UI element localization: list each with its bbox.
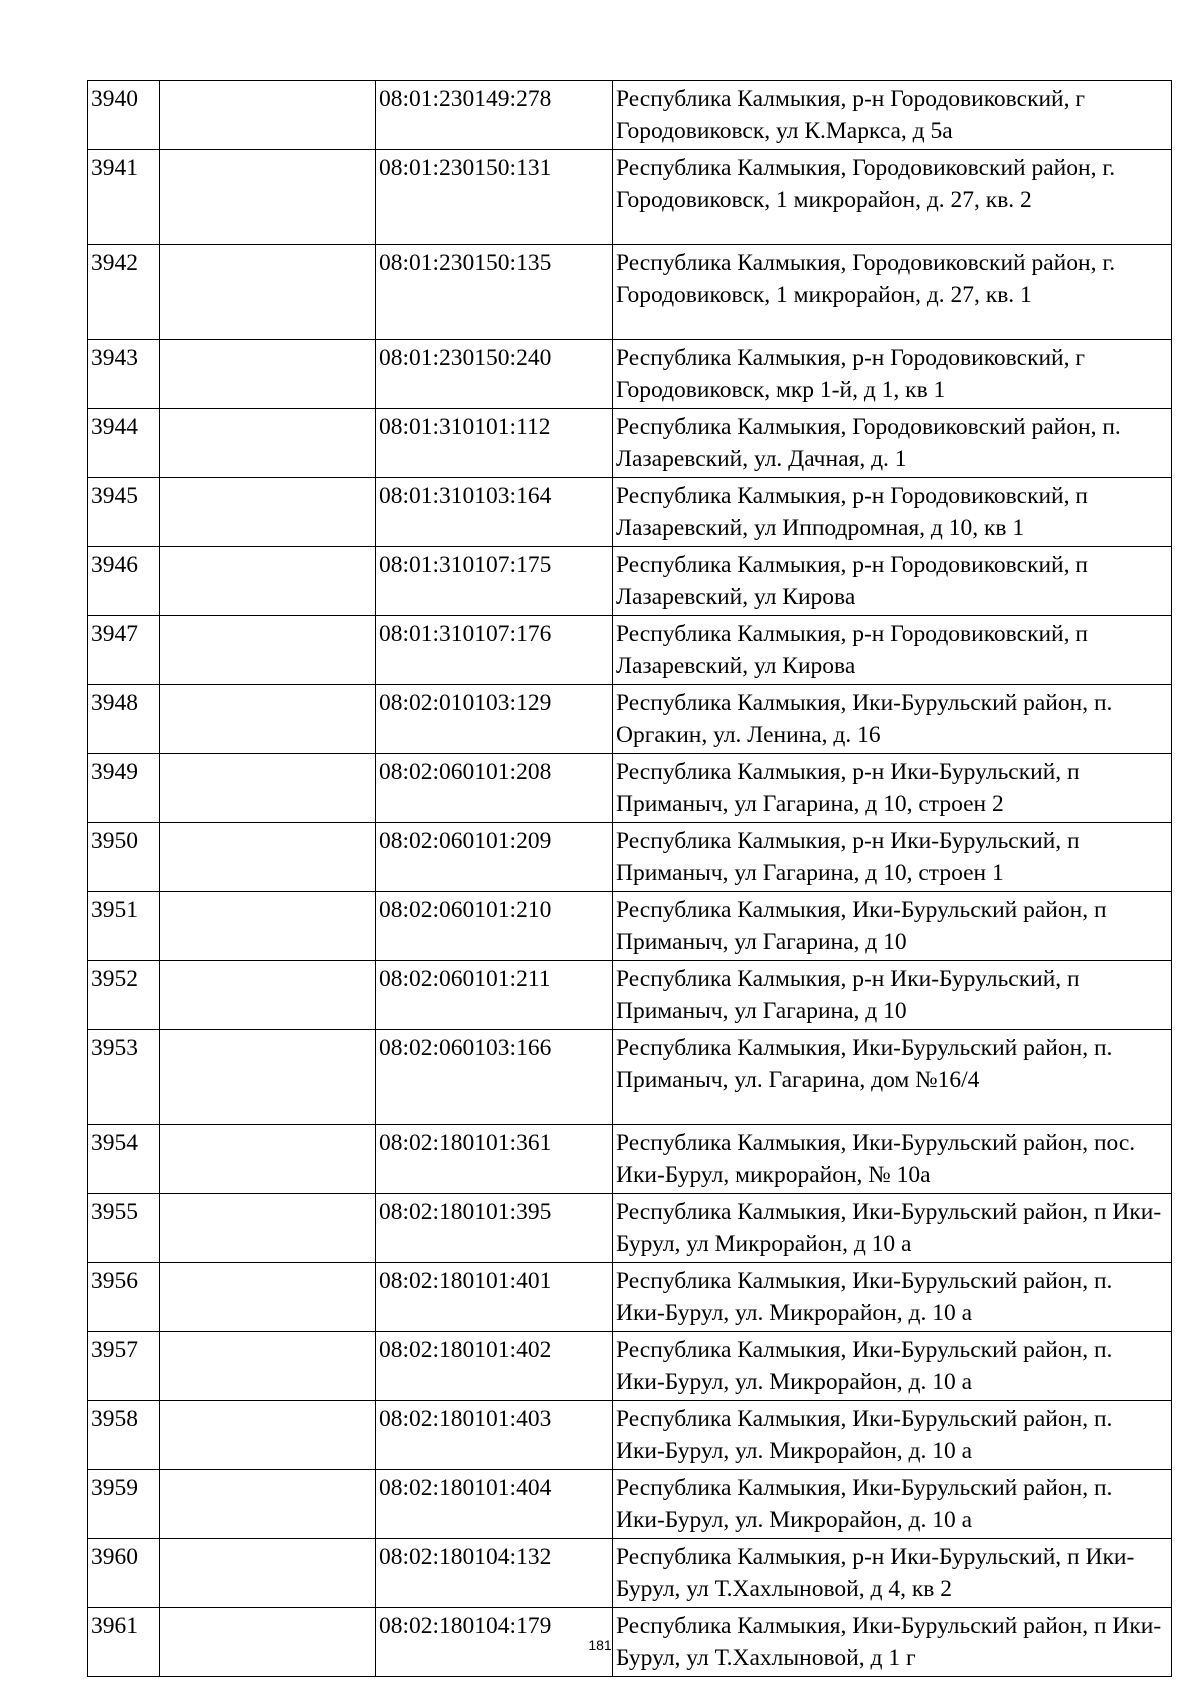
address-cell: Республика Калмыкия, р-н Городовиковский, п Лазаревский, ул Ипподромная, д 10, кв 1 <box>613 478 1172 547</box>
empty-cell <box>160 1470 376 1539</box>
cadastral-number-cell: 08:02:180101:403 <box>376 1401 613 1470</box>
empty-cell <box>160 409 376 478</box>
empty-cell <box>160 1194 376 1263</box>
row-number-cell: 3947 <box>88 616 160 685</box>
table-row <box>88 1194 1172 1263</box>
address-cell: Республика Калмыкия, Ики-Бурульский район, п. Ики-Бурул, ул. Микрорайон, д. 10 а <box>613 1263 1172 1332</box>
table-row <box>88 1332 1172 1401</box>
row-number-cell: 3948 <box>88 685 160 754</box>
empty-cell <box>160 685 376 754</box>
row-number-cell: 3960 <box>88 1539 160 1608</box>
table-row <box>88 547 1172 616</box>
cadastral-number-cell: 08:02:180104:132 <box>376 1539 613 1608</box>
registry-table <box>87 80 1172 1677</box>
table-row <box>88 685 1172 754</box>
row-number-cell: 3959 <box>88 1470 160 1539</box>
cadastral-number-cell: 08:01:230150:240 <box>376 340 613 409</box>
address-cell: Республика Калмыкия, Городовиковский район, г. Городовиковск, 1 микрорайон, д. 27, кв. 1 <box>613 245 1172 340</box>
address-cell: Республика Калмыкия, р-н Ики-Бурульский, п Ики-Бурул, ул Т.Хахлыновой, д 4, кв 2 <box>613 1539 1172 1608</box>
address-cell: Республика Калмыкия, Ики-Бурульский район, п. Оргакин, ул. Ленина, д. 16 <box>613 685 1172 754</box>
table-row <box>88 892 1172 961</box>
address-cell: Республика Калмыкия, Ики-Бурульский район, п Ики-Бурул, ул Микрорайон, д 10 а <box>613 1194 1172 1263</box>
row-number-cell: 3945 <box>88 478 160 547</box>
table-row <box>88 823 1172 892</box>
cadastral-number-cell: 08:02:180101:395 <box>376 1194 613 1263</box>
table-row <box>88 1470 1172 1539</box>
address-cell: Республика Калмыкия, Ики-Бурульский район, п Ики-Бурул, ул Т.Хахлыновой, д 1 г <box>613 1608 1172 1677</box>
address-cell: Республика Калмыкия, р-н Городовиковский, п Лазаревский, ул Кирова <box>613 547 1172 616</box>
address-cell: Республика Калмыкия, Городовиковский район, п. Лазаревский, ул. Дачная, д. 1 <box>613 409 1172 478</box>
table-row <box>88 1125 1172 1194</box>
row-number-cell: 3961 <box>88 1608 160 1677</box>
table-row <box>88 1401 1172 1470</box>
cadastral-number-cell: 08:01:310103:164 <box>376 478 613 547</box>
address-cell: Республика Калмыкия, р-н Ики-Бурульский, п Приманыч, ул Гагарина, д 10, строен 2 <box>613 754 1172 823</box>
address-cell: Республика Калмыкия, Ики-Бурульский район, п Приманыч, ул Гагарина, д 10 <box>613 892 1172 961</box>
table-row <box>88 81 1172 150</box>
empty-cell <box>160 1401 376 1470</box>
cadastral-number-cell: 08:02:180101:402 <box>376 1332 613 1401</box>
cadastral-number-cell: 08:02:060101:208 <box>376 754 613 823</box>
cadastral-number-cell: 08:01:230150:131 <box>376 150 613 245</box>
empty-cell <box>160 245 376 340</box>
row-number-cell: 3944 <box>88 409 160 478</box>
table-row <box>88 478 1172 547</box>
cadastral-number-cell: 08:01:310107:176 <box>376 616 613 685</box>
row-number-cell: 3950 <box>88 823 160 892</box>
cadastral-number-cell: 08:01:310101:112 <box>376 409 613 478</box>
cadastral-number-cell: 08:02:060103:166 <box>376 1030 613 1125</box>
table-row <box>88 961 1172 1030</box>
table-row <box>88 1539 1172 1608</box>
row-number-cell: 3940 <box>88 81 160 150</box>
empty-cell <box>160 340 376 409</box>
table-row <box>88 616 1172 685</box>
cadastral-number-cell: 08:01:230150:135 <box>376 245 613 340</box>
empty-cell <box>160 547 376 616</box>
cadastral-number-cell: 08:02:180101:404 <box>376 1470 613 1539</box>
empty-cell <box>160 150 376 245</box>
empty-cell <box>160 961 376 1030</box>
table-row <box>88 754 1172 823</box>
cadastral-number-cell: 08:02:180104:179 <box>376 1608 613 1677</box>
empty-cell <box>160 1332 376 1401</box>
table-row <box>88 150 1172 245</box>
empty-cell <box>160 892 376 961</box>
address-cell: Республика Калмыкия, Ики-Бурульский район, пос. Ики-Бурул, микрорайон, № 10а <box>613 1125 1172 1194</box>
empty-cell <box>160 1125 376 1194</box>
table-row <box>88 409 1172 478</box>
row-number-cell: 3957 <box>88 1332 160 1401</box>
address-cell: Республика Калмыкия, Ики-Бурульский район, п. Ики-Бурул, ул. Микрорайон, д. 10 а <box>613 1401 1172 1470</box>
row-number-cell: 3953 <box>88 1030 160 1125</box>
row-number-cell: 3954 <box>88 1125 160 1194</box>
empty-cell <box>160 823 376 892</box>
empty-cell <box>160 81 376 150</box>
cadastral-number-cell: 08:02:060101:211 <box>376 961 613 1030</box>
address-cell: Республика Калмыкия, Ики-Бурульский район, п. Ики-Бурул, ул. Микрорайон, д. 10 а <box>613 1470 1172 1539</box>
cadastral-number-cell: 08:02:010103:129 <box>376 685 613 754</box>
empty-cell <box>160 616 376 685</box>
registry-table-body <box>88 81 1172 1677</box>
address-cell: Республика Калмыкия, р-н Городовиковский, п Лазаревский, ул Кирова <box>613 616 1172 685</box>
table-row <box>88 1263 1172 1332</box>
address-cell: Республика Калмыкия, Городовиковский район, г. Городовиковск, 1 микрорайон, д. 27, кв. 2 <box>613 150 1172 245</box>
empty-cell <box>160 1539 376 1608</box>
address-cell: Республика Калмыкия, Ики-Бурульский район, п. Ики-Бурул, ул. Микрорайон, д. 10 а <box>613 1332 1172 1401</box>
row-number-cell: 3942 <box>88 245 160 340</box>
cadastral-number-cell: 08:02:060101:209 <box>376 823 613 892</box>
cadastral-number-cell: 08:02:180101:361 <box>376 1125 613 1194</box>
cadastral-number-cell: 08:01:310107:175 <box>376 547 613 616</box>
address-cell: Республика Калмыкия, р-н Ики-Бурульский, п Приманыч, ул Гагарина, д 10 <box>613 961 1172 1030</box>
row-number-cell: 3951 <box>88 892 160 961</box>
table-row <box>88 340 1172 409</box>
empty-cell <box>160 1030 376 1125</box>
row-number-cell: 3955 <box>88 1194 160 1263</box>
cadastral-number-cell: 08:02:180101:401 <box>376 1263 613 1332</box>
row-number-cell: 3956 <box>88 1263 160 1332</box>
address-cell: Республика Калмыкия, р-н Городовиковский, г Городовиковск, ул К.Маркса, д 5а <box>613 81 1172 150</box>
cadastral-number-cell: 08:01:230149:278 <box>376 81 613 150</box>
empty-cell <box>160 478 376 547</box>
row-number-cell: 3958 <box>88 1401 160 1470</box>
row-number-cell: 3952 <box>88 961 160 1030</box>
row-number-cell: 3943 <box>88 340 160 409</box>
row-number-cell: 3946 <box>88 547 160 616</box>
address-cell: Республика Калмыкия, р-н Городовиковский, г Городовиковск, мкр 1-й, д 1, кв 1 <box>613 340 1172 409</box>
page-number: 181 <box>588 1637 612 1653</box>
row-number-cell: 3941 <box>88 150 160 245</box>
table-row <box>88 1030 1172 1125</box>
address-cell: Республика Калмыкия, р-н Ики-Бурульский, п Приманыч, ул Гагарина, д 10, строен 1 <box>613 823 1172 892</box>
address-cell: Республика Калмыкия, Ики-Бурульский район, п. Приманыч, ул. Гагарина, дом №16/4 <box>613 1030 1172 1125</box>
empty-cell <box>160 754 376 823</box>
row-number-cell: 3949 <box>88 754 160 823</box>
empty-cell <box>160 1263 376 1332</box>
table-row <box>88 245 1172 340</box>
cadastral-number-cell: 08:02:060101:210 <box>376 892 613 961</box>
